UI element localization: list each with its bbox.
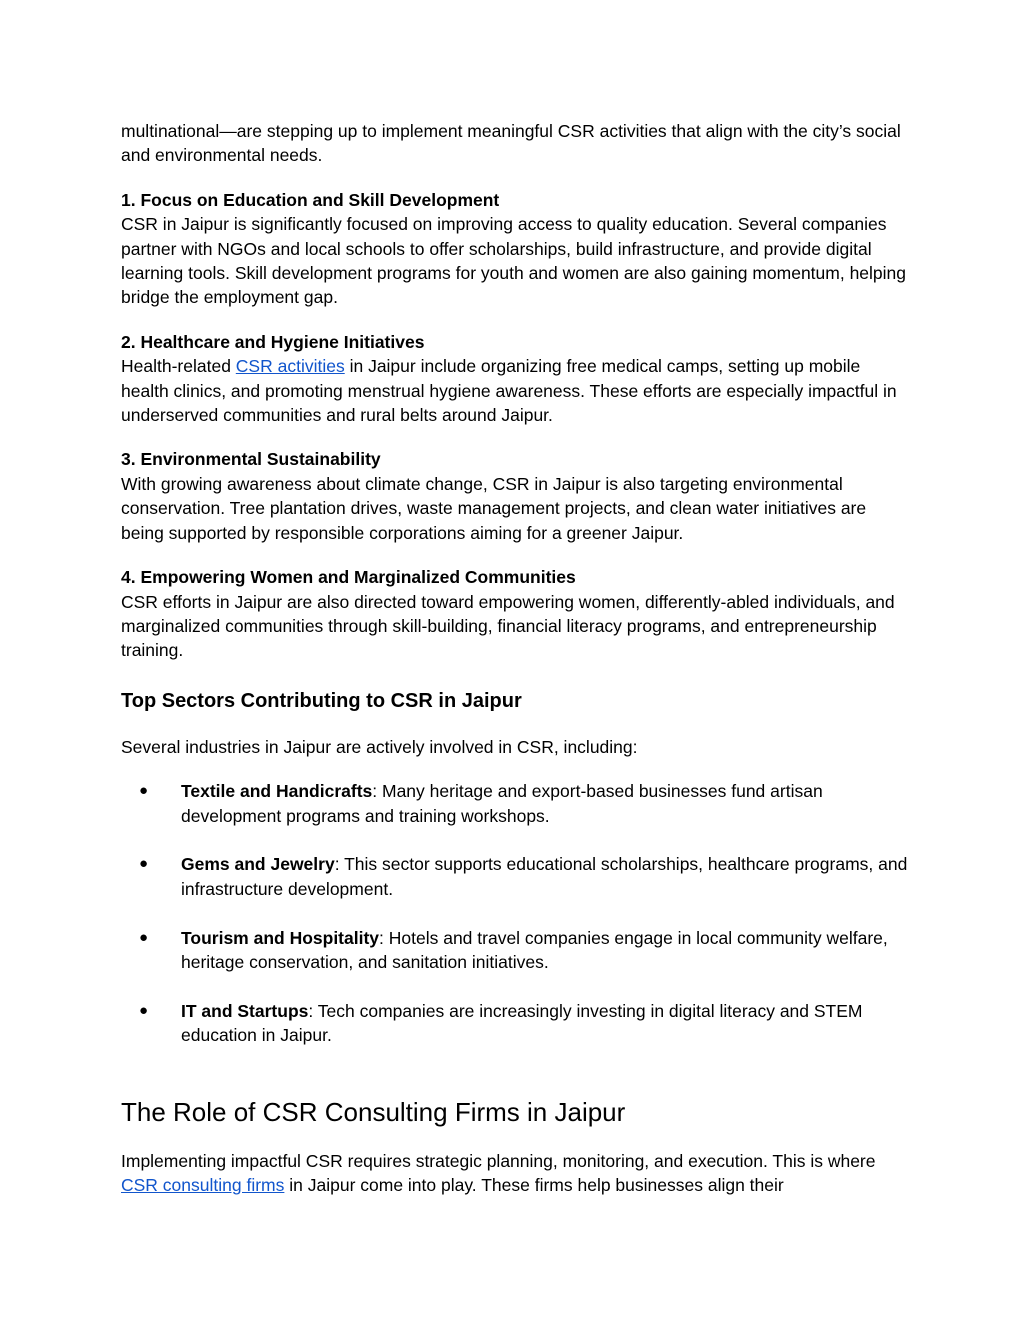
body-text: Health-related (121, 356, 236, 377)
bullet-icon: ● (139, 1001, 149, 1019)
sectors-list (121, 779, 911, 1047)
section-title: 1. Focus on Education and Skill Development (121, 189, 500, 210)
section-title: 2. Healthcare and Hygiene Initiatives (121, 331, 425, 352)
item-text: : Many heritage and export-based businesses fund artisan development programs and training workshops. (181, 781, 823, 826)
bullet-icon: ● (139, 782, 149, 800)
section-environment (121, 447, 911, 545)
section-body: CSR in Jaipur is significantly focused on improving access to quality education. Several companies partner with NGOs and local schools to offer scholarships, build infrastructure, and provide digital learning tools. Skill development programs for youth and women are also gaining momentum, helping bridge the employment gap. (121, 214, 907, 308)
section-healthcare (121, 330, 911, 428)
item-label: IT and Startups (181, 1000, 309, 1021)
body-text: in Jaipur include organizing free medical camps, setting up mobile health clinics, and promoting menstrual hygiene awareness. These efforts are especially impactful in underserved communities and rural belts around Jaipur. (121, 356, 897, 426)
section-title: 3. Environmental Sustainability (121, 449, 381, 470)
intro-paragraph: multinational—are stepping up to implement meaningful CSR activities that align with the city’s social and environmental needs. (121, 121, 901, 166)
section-body (121, 354, 911, 427)
sectors-heading: Top Sectors Contributing to CSR in Jaipur (121, 689, 522, 712)
sectors-lead: Several industries in Jaipur are actively involved in CSR, including: (121, 736, 638, 757)
bullet-icon: ● (139, 928, 149, 946)
item-label: Tourism and Hospitality (181, 927, 380, 948)
csr-activities-link[interactable]: CSR activities (235, 356, 345, 377)
body-text: Implementing impactful CSR requires strategic planning, monitoring, and execution. This is where (121, 1150, 876, 1171)
item-label: Textile and Handicrafts (181, 781, 373, 802)
section-body: With growing awareness about climate change, CSR in Jaipur is also targeting environmental conservation. Tree plantation drives, waste management projects, and clean water initiatives are being supported by responsible corporations aiming for a greener Jaipur. (121, 473, 867, 543)
consulting-heading: The Role of CSR Consulting Firms in Jaipur (121, 1096, 626, 1127)
item-text: : Hotels and travel companies engage in local community welfare, heritage conservation, and sanitation initiatives. (181, 927, 888, 972)
list-item (121, 852, 911, 901)
list-item (121, 926, 911, 975)
section-empowering-women (121, 565, 911, 663)
bullet-icon: ● (139, 855, 149, 873)
list-item (121, 779, 911, 828)
section-title: 4. Empowering Women and Marginalized Communities (121, 567, 576, 588)
item-text: : This sector supports educational scholarships, healthcare programs, and infrastructure development. (181, 854, 908, 899)
body-text: in Jaipur come into play. These firms help businesses align their (284, 1175, 784, 1196)
list-item (121, 999, 911, 1048)
consulting-paragraph (121, 1149, 911, 1198)
item-label: Gems and Jewelry (181, 854, 335, 875)
section-body: CSR efforts in Jaipur are also directed toward empowering women, differently-abled individuals, and marginalized communities through skill-building, financial literacy programs, and entrepreneurship training. (121, 591, 895, 661)
document-content (121, 119, 911, 1198)
item-text: : Tech companies are increasingly investing in digital literacy and STEM education in Jaipur. (181, 1000, 863, 1046)
section-education (121, 188, 911, 310)
csr-consulting-firms-link[interactable]: CSR consulting firms (121, 1175, 285, 1196)
